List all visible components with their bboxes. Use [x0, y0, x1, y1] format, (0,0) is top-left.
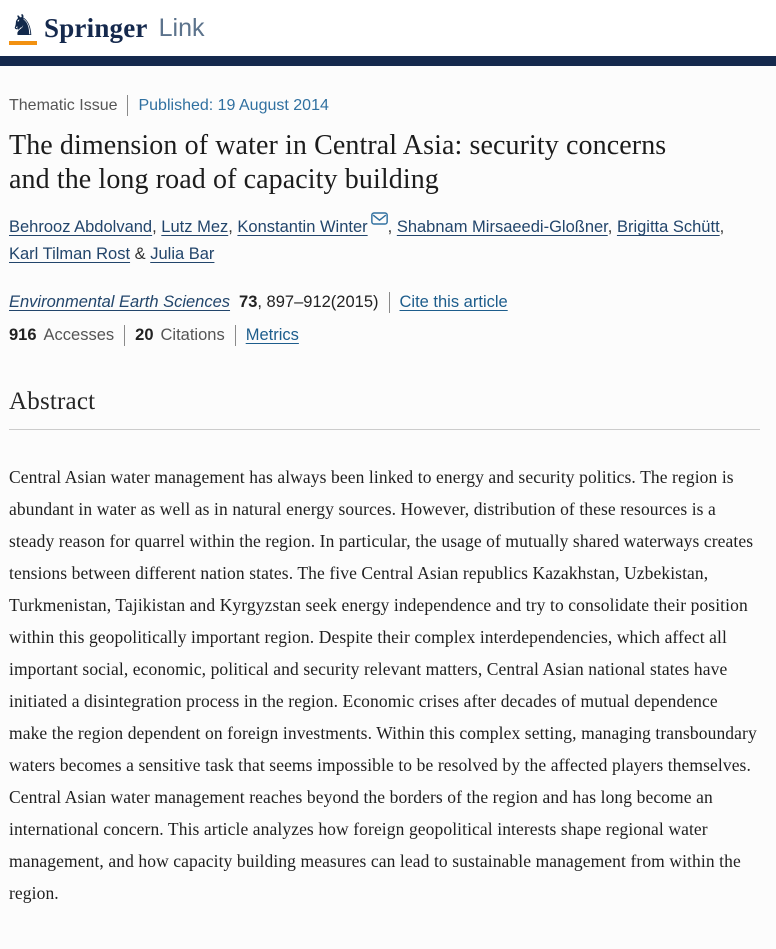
- article-title: The dimension of water in Central Asia: security concerns and the long road of capacity building: [9, 130, 667, 196]
- journal-volume: 73: [239, 293, 258, 312]
- authors-line: Behrooz Abdolvand, Lutz Mez, Konstantin Winter , Shabnam Mirsaeedi-Gloßner, Brigitta Schütt, Karl Tilman Rost & Julia Bar: [9, 212, 755, 268]
- accesses-count: 916: [9, 326, 37, 345]
- issue-type-label: Thematic Issue: [9, 96, 118, 114]
- metrics-link[interactable]: Metrics: [245, 326, 299, 345]
- journal-pages-year: , 897–912(2015): [257, 293, 379, 312]
- springer-horse-icon: ♞: [9, 11, 37, 45]
- author-link[interactable]: Shabnam Mirsaeedi-Gloßner: [396, 218, 608, 237]
- springer-link-logo[interactable]: [9, 8, 205, 45]
- author-link[interactable]: Konstantin Winter: [237, 218, 368, 237]
- metrics-row: [9, 325, 760, 346]
- citations-label: Citations: [160, 326, 225, 345]
- journal-link[interactable]: Environmental Earth Sciences: [9, 293, 231, 312]
- article-meta-row: [9, 95, 760, 116]
- brand-link-text: Link: [158, 13, 205, 42]
- author-link[interactable]: Lutz Mez: [161, 218, 229, 237]
- cite-this-article-link[interactable]: Cite this article: [399, 293, 508, 312]
- published-date: Published: 19 August 2014: [138, 96, 329, 114]
- top-navy-bar: [0, 56, 776, 66]
- journal-row: [9, 292, 760, 313]
- citations-count: 20: [135, 326, 154, 345]
- abstract-heading: Abstract: [9, 388, 96, 416]
- abstract-text: Central Asian water management has always been linked to energy and security politics. The region is abundant in water as well as in natural energy sources. However, distribution of these resources is a steady reason for quarrel within the region. In particular, the usage of mutually shared waterways creates tensions between different nation states. The five Central Asian republics Kazakhstan, Uzbekistan, Turkmenistan, Tajikistan and Kyrgyzstan seek energy independence and try to consolidate their position within this geopolitically important region. Despite their complex interdependencies, which affect all important social, economic, political and security relevant matters, Central Asian national states have initiated a disintegration process in the region. Economic crises after decades of mutual dependence make the region dependent on foreign investments. Within this complex setting, managing transboundary waters becomes a sensitive task that seems impossible to be resolved by the affected players themselves. Central Asian water management reaches beyond the borders of the region and has long become an international concern. This article analyzes how foreign geopolitical interests shape regional water management, and how capacity building measures can lead to sustainable management from within the region.: [9, 467, 757, 904]
- author-link[interactable]: Brigitta Schütt: [616, 218, 720, 237]
- author-link[interactable]: Karl Tilman Rost: [9, 245, 131, 264]
- separator-bar: [124, 325, 125, 346]
- brand-springer-text: Springer: [44, 12, 148, 43]
- separator-bar: [389, 292, 390, 313]
- accesses-label: Accesses: [43, 326, 115, 345]
- email-icon[interactable]: [371, 212, 388, 225]
- author-link[interactable]: Julia Bar: [150, 245, 215, 264]
- separator-bar: [235, 325, 236, 346]
- site-header: [0, 0, 776, 56]
- author-link[interactable]: Behrooz Abdolvand: [9, 218, 153, 237]
- separator-bar: [127, 95, 128, 116]
- abstract-divider: [9, 429, 760, 430]
- article-page: [0, 66, 776, 949]
